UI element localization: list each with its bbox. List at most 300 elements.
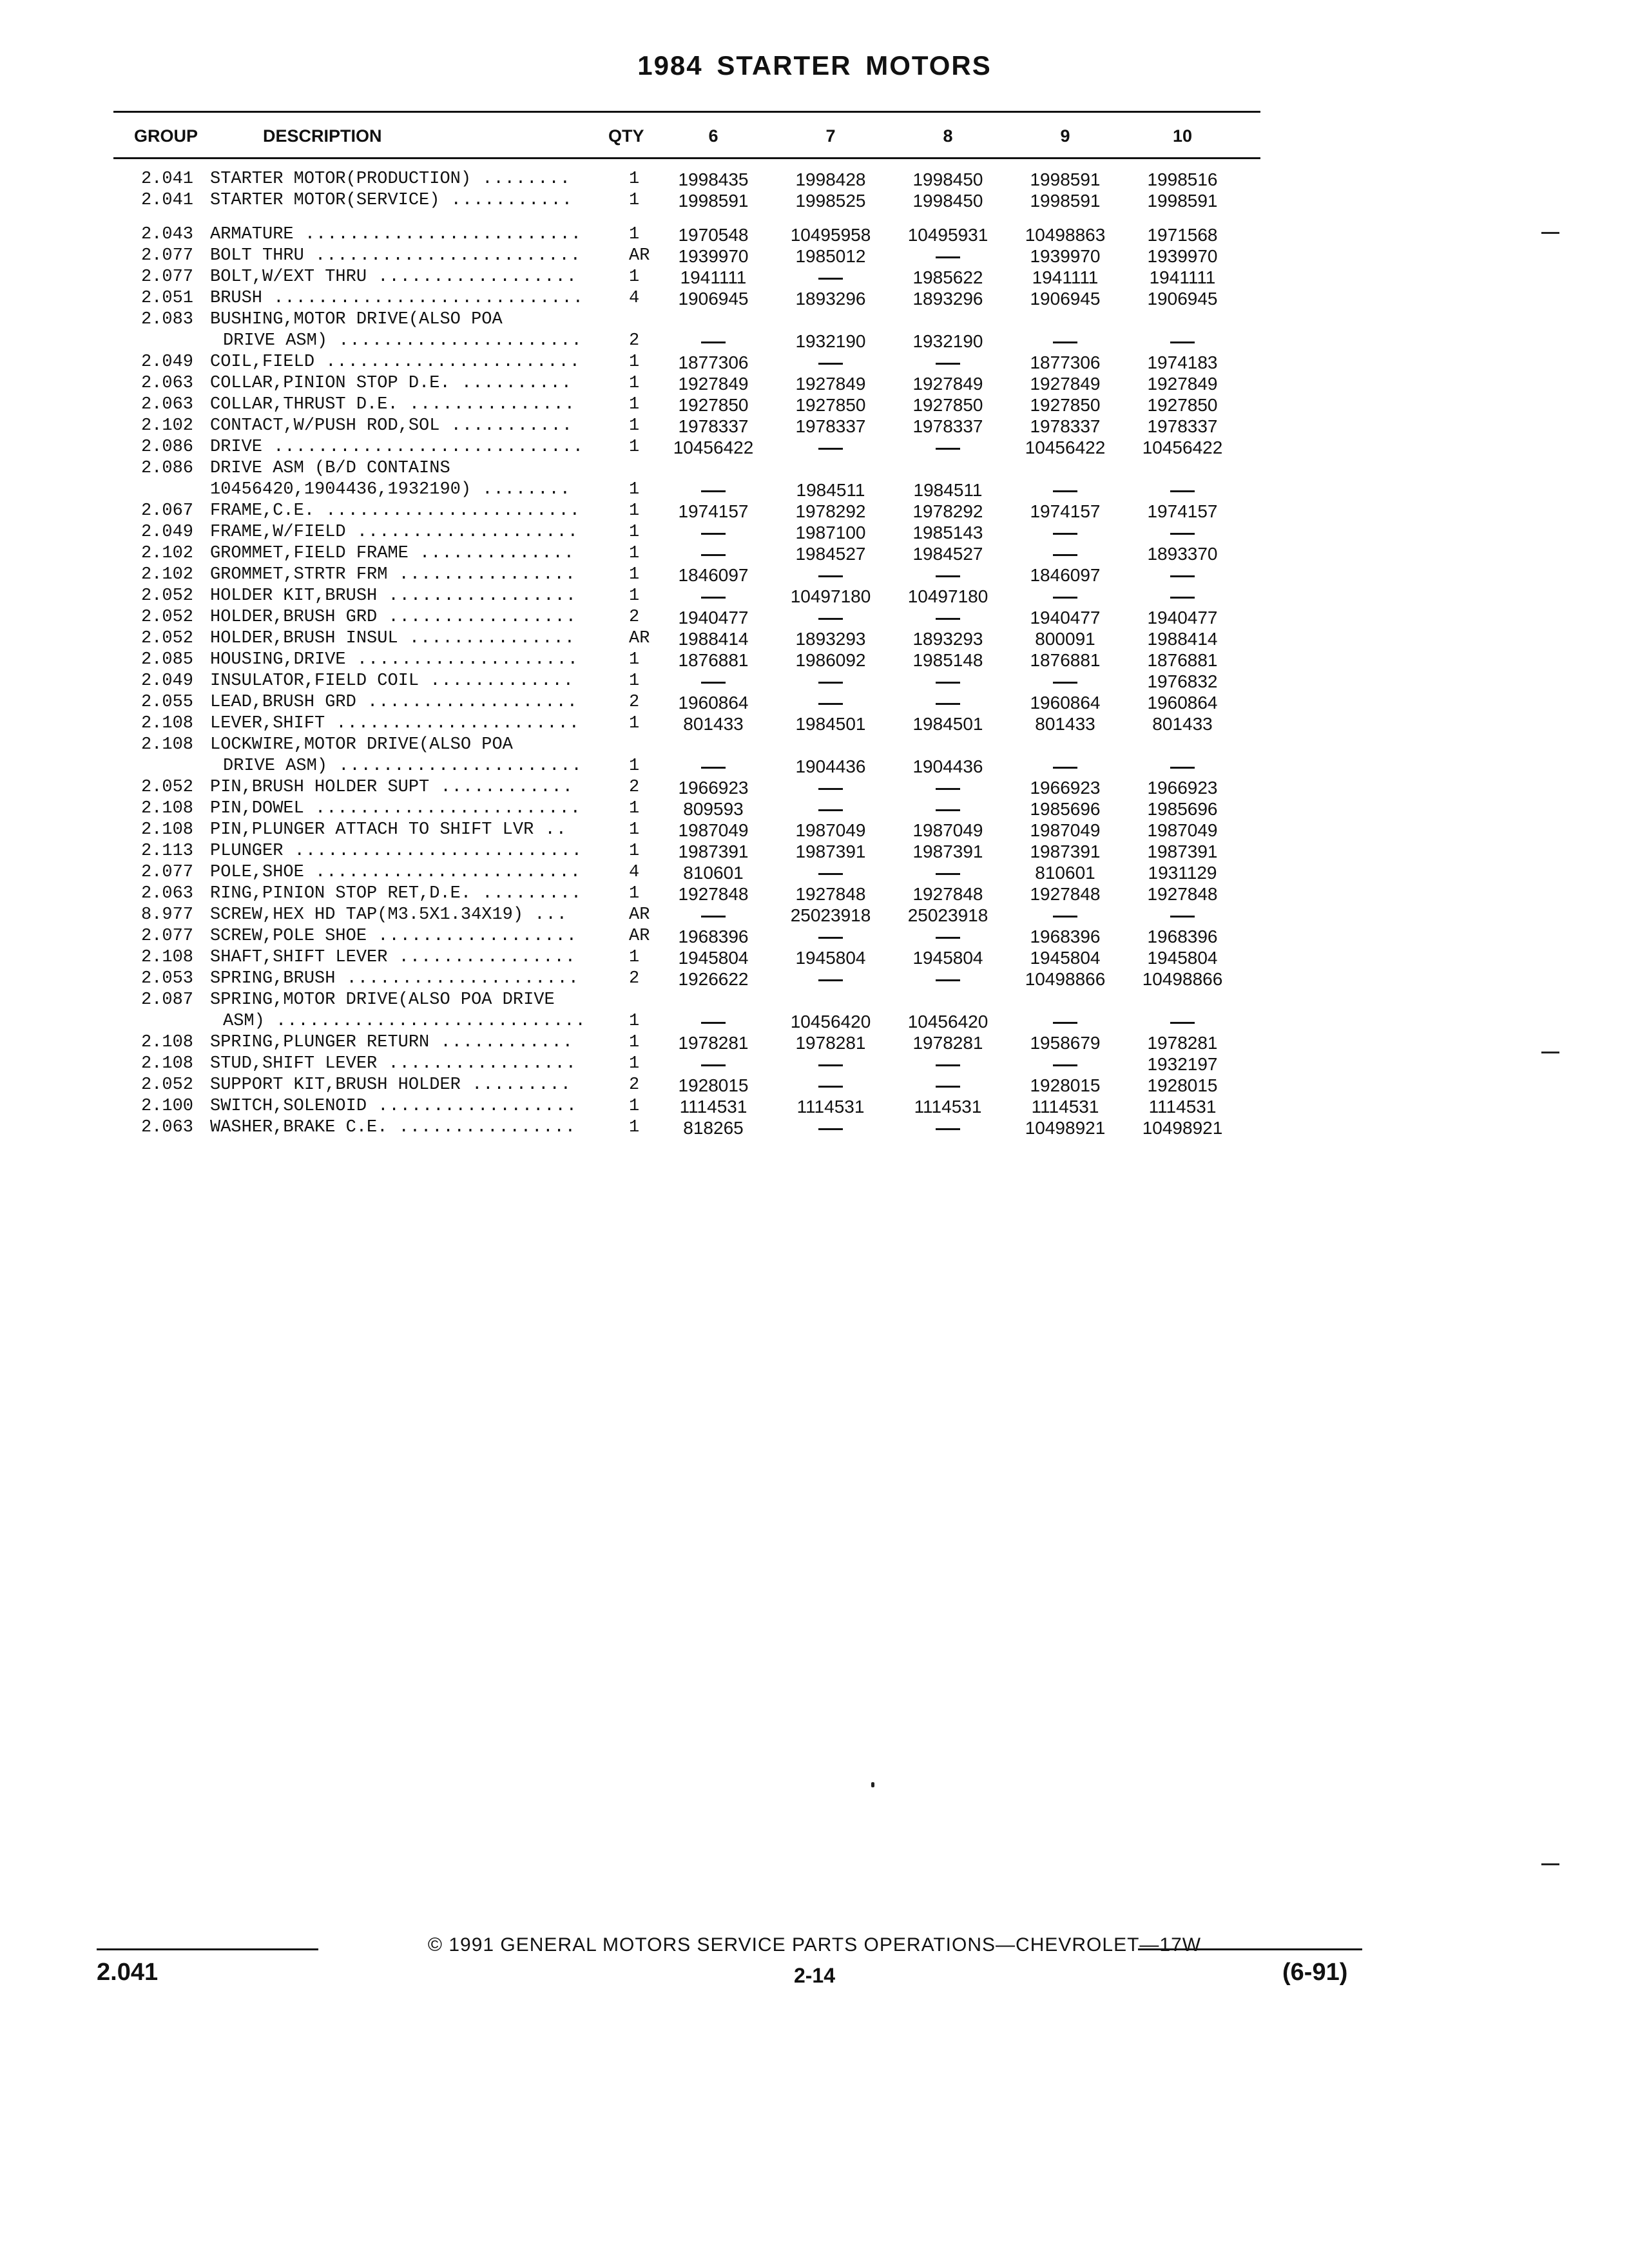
- group-cell: [113, 692, 210, 713]
- part-number-col-8: [889, 798, 1007, 820]
- group-number: 2.063: [140, 1118, 193, 1137]
- part-number-col-10: 1114531: [1148, 1097, 1217, 1117]
- qty-cell: 2: [629, 778, 640, 797]
- part-number-col-10: 1927848: [1147, 884, 1218, 904]
- leader-dots: ..: [534, 820, 567, 840]
- part-number-col-10: [1124, 735, 1241, 756]
- not-applicable-dash: [1053, 682, 1077, 684]
- group-cell: [113, 649, 210, 671]
- part-number-col-6: [655, 331, 772, 352]
- table-row: [113, 692, 1241, 713]
- part-number-col-7: 1984511: [796, 480, 865, 500]
- parts-table-body: [113, 169, 1241, 1139]
- not-applicable-dash: [701, 533, 726, 535]
- group-number: 2.077: [140, 927, 193, 946]
- table-row: [113, 798, 1241, 820]
- part-number-col-10: [1124, 905, 1241, 926]
- part-description: LEAD,BRUSH GRD: [210, 693, 356, 712]
- not-applicable-dash: [1170, 575, 1195, 577]
- description-cell: [210, 479, 629, 501]
- group-cell: [113, 1032, 210, 1053]
- leader-dots: ...........: [439, 191, 573, 210]
- qty-cell: [629, 458, 655, 479]
- description-cell: [210, 692, 629, 713]
- part-number-col-9: [1007, 309, 1124, 331]
- description-cell: [210, 968, 629, 990]
- leader-dots: ....................: [345, 523, 579, 542]
- description-cell: [210, 1117, 629, 1139]
- description-cell: [210, 607, 629, 628]
- part-number-col-8: [889, 1117, 1007, 1139]
- part-number-col-6: 1966923: [678, 778, 749, 798]
- part-number-col-10: 1932197: [1147, 1054, 1218, 1074]
- not-applicable-dash: [818, 1128, 843, 1130]
- part-description: FRAME,W/FIELD: [210, 523, 346, 542]
- part-number-col-9: 1945804: [1030, 948, 1101, 968]
- part-number-col-7: 1978337: [795, 416, 866, 436]
- part-description: CONTACT,W/PUSH ROD,SOL: [210, 416, 440, 436]
- part-number-col-10: 1966923: [1147, 778, 1218, 798]
- leader-dots: ...................: [356, 693, 578, 712]
- leader-dots: ......................: [325, 714, 580, 733]
- leader-dots: ..............: [408, 544, 575, 563]
- not-applicable-dash: [818, 1064, 843, 1066]
- group-cell: [113, 1096, 210, 1117]
- group-cell: [113, 968, 210, 990]
- not-applicable-dash: [818, 618, 843, 620]
- group-cell: [113, 735, 210, 756]
- table-row: [113, 479, 1241, 501]
- part-number-col-10: 1971568: [1147, 225, 1218, 245]
- part-number-col-7: 10497180: [790, 586, 871, 606]
- table-row: [113, 947, 1241, 968]
- margin-mark: [1541, 232, 1559, 234]
- part-number-col-9: [1007, 543, 1124, 564]
- part-number-col-9: 1846097: [1030, 565, 1101, 585]
- part-number-col-6: 1928015: [678, 1075, 749, 1095]
- not-applicable-dash: [936, 873, 960, 875]
- part-number-col-7: 25023918: [790, 905, 871, 925]
- table-row: [113, 990, 1241, 1011]
- part-number-col-7: [772, 1053, 889, 1075]
- part-number-col-10: 1960864: [1147, 693, 1218, 713]
- leader-dots: ........................: [304, 799, 581, 818]
- not-applicable-dash: [936, 618, 960, 620]
- not-applicable-dash: [936, 575, 960, 577]
- part-number-col-10: 1998516: [1147, 169, 1218, 189]
- group-cell: [113, 947, 210, 968]
- leader-dots: .................: [377, 586, 577, 606]
- table-row: [113, 522, 1241, 543]
- part-number-col-6: [655, 458, 772, 479]
- part-number-col-10: 1876881: [1147, 650, 1218, 670]
- part-number-col-7: 1998525: [795, 191, 866, 211]
- part-description: HOLDER KIT,BRUSH: [210, 586, 378, 606]
- part-description: PLUNGER: [210, 841, 284, 861]
- part-number-col-8: [889, 458, 1007, 479]
- description-cell: [210, 713, 629, 735]
- group-cell: [113, 169, 210, 190]
- not-applicable-dash: [1053, 916, 1077, 918]
- group-number: 2.077: [140, 246, 193, 265]
- group-number: 2.087: [140, 990, 193, 1010]
- part-number-col-6: 1906945: [678, 289, 749, 309]
- part-number-col-7: 1984501: [795, 714, 866, 734]
- group-number: 2.108: [140, 1054, 193, 1073]
- part-number-col-7: [772, 1117, 889, 1139]
- part-description: COLLAR,PINION STOP D.E.: [210, 374, 450, 393]
- part-description: SCREW,HEX HD TAP(M3.5X1.34X19): [210, 905, 524, 925]
- part-number-col-10: 1939970: [1147, 246, 1218, 266]
- part-number-col-9: [1007, 1053, 1124, 1075]
- part-number-col-8: [889, 607, 1007, 628]
- not-applicable-dash: [1170, 1022, 1195, 1024]
- qty-cell: 1: [629, 480, 640, 499]
- part-number-col-9: 1876881: [1030, 650, 1101, 670]
- table-row: [113, 649, 1241, 671]
- not-applicable-dash: [1053, 1022, 1077, 1024]
- part-description: PIN,DOWEL: [210, 799, 304, 818]
- column-header-7: 7: [825, 126, 836, 146]
- part-number-col-10: [1124, 479, 1241, 501]
- part-number-col-7: [772, 968, 889, 990]
- not-applicable-dash: [701, 1022, 726, 1024]
- leader-dots: ..........................: [283, 841, 583, 861]
- footer-copyright: © 1991 GENERAL MOTORS SERVICE PARTS OPERATIONS—CHEVROLET—17W: [427, 1934, 1202, 1956]
- description-cell: [210, 437, 629, 458]
- part-number-col-10: 1978281: [1147, 1033, 1218, 1053]
- part-number-col-6: 1987049: [678, 820, 749, 840]
- part-number-col-8: [889, 735, 1007, 756]
- group-cell: [113, 501, 210, 522]
- group-number: 8.977: [140, 905, 193, 925]
- part-number-col-9: 1940477: [1030, 608, 1101, 628]
- qty-cell: 1: [629, 1054, 640, 1073]
- not-applicable-dash: [1053, 490, 1077, 492]
- part-number-col-9: [1007, 671, 1124, 692]
- part-description: STARTER MOTOR(SERVICE): [210, 191, 440, 210]
- part-number-col-6: [655, 1011, 772, 1032]
- group-cell: [113, 564, 210, 586]
- description-cell: [210, 190, 629, 211]
- part-description: HOLDER,BRUSH INSUL: [210, 629, 398, 648]
- part-number-col-7: 10456420: [790, 1012, 871, 1032]
- part-number-col-6: 1114531: [679, 1097, 747, 1117]
- qty-cell: 1: [629, 437, 640, 457]
- column-header-8: 8: [943, 126, 953, 146]
- part-number-col-9: 1928015: [1030, 1075, 1101, 1095]
- part-number-col-7: 1945804: [795, 948, 866, 968]
- part-number-col-10: 1974157: [1147, 501, 1218, 521]
- part-number-col-10: [1124, 564, 1241, 586]
- description-cell: [210, 288, 629, 309]
- table-row: [113, 883, 1241, 905]
- group-cell: [113, 458, 210, 479]
- part-number-col-6: [655, 522, 772, 543]
- group-cell: [113, 798, 210, 820]
- part-description: BOLT THRU: [210, 246, 304, 265]
- part-number-col-10: [1124, 1011, 1241, 1032]
- part-number-col-10: 1941111: [1149, 267, 1216, 287]
- group-number: 2.052: [140, 1075, 193, 1095]
- part-number-col-9: 1958679: [1030, 1033, 1101, 1053]
- part-number-col-7: [772, 671, 889, 692]
- group-cell: [113, 479, 210, 501]
- part-number-col-8: [889, 1053, 1007, 1075]
- not-applicable-dash: [1170, 767, 1195, 769]
- part-description: BUSHING,MOTOR DRIVE(ALSO POA: [210, 310, 503, 329]
- part-number-col-10: 1985696: [1147, 799, 1218, 819]
- part-number-col-7: [772, 735, 889, 756]
- group-number: 2.051: [140, 289, 193, 308]
- leader-dots: ................: [387, 1118, 576, 1137]
- table-row: [113, 331, 1241, 352]
- part-number-col-6: 1945804: [678, 948, 749, 968]
- group-number: 2.108: [140, 799, 193, 818]
- description-cell: [210, 394, 629, 416]
- leader-dots: .................: [377, 1054, 577, 1073]
- not-applicable-dash: [1053, 341, 1077, 343]
- page-title: 1984 STARTER MOTORS: [637, 50, 992, 81]
- part-description: DRIVE ASM): [223, 756, 328, 776]
- not-applicable-dash: [701, 490, 726, 492]
- group-number: 2.063: [140, 884, 193, 903]
- table-row: [113, 458, 1241, 479]
- group-number: 2.108: [140, 714, 193, 733]
- group-cell: [113, 777, 210, 798]
- part-number-col-6: 1940477: [678, 608, 749, 628]
- part-number-col-6: [655, 756, 772, 777]
- part-description: DRIVE ASM (B/D CONTAINS: [210, 459, 450, 478]
- group-number: 2.053: [140, 969, 193, 988]
- part-number-col-9: 1974157: [1030, 501, 1101, 521]
- group-cell: [113, 352, 210, 373]
- description-cell: [210, 245, 629, 267]
- part-number-col-9: [1007, 990, 1124, 1011]
- group-cell: [113, 586, 210, 607]
- group-cell: [113, 190, 210, 211]
- description-cell: [210, 501, 629, 522]
- part-description: POLE,SHOE: [210, 863, 304, 882]
- description-cell: [210, 883, 629, 905]
- description-cell: [210, 1032, 629, 1053]
- part-number-col-8: 1927850: [912, 395, 983, 415]
- part-number-col-7: [772, 309, 889, 331]
- leader-dots: ............................: [262, 289, 584, 308]
- part-description: 10456420,1904436,1932190): [210, 480, 472, 499]
- table-row: [113, 1032, 1241, 1053]
- qty-cell: 1: [629, 820, 640, 840]
- part-number-col-8: [889, 777, 1007, 798]
- part-number-col-10: 10498866: [1142, 969, 1223, 989]
- part-number-col-7: 1998428: [795, 169, 866, 189]
- group-cell: [113, 543, 210, 564]
- table-row: [113, 1096, 1241, 1117]
- part-number-col-7: [772, 1075, 889, 1096]
- group-cell: [113, 1053, 210, 1075]
- table-row: [113, 926, 1241, 947]
- part-number-col-10: [1124, 990, 1241, 1011]
- group-cell: [113, 1117, 210, 1139]
- part-number-col-8: [889, 926, 1007, 947]
- qty-cell: AR: [629, 246, 650, 265]
- leader-dots: ..................: [367, 927, 577, 946]
- part-description: GROMMET,FIELD FRAME: [210, 544, 409, 563]
- column-header-6: 6: [708, 126, 718, 146]
- part-number-col-8: 1904436: [912, 756, 983, 776]
- group-number: 2.077: [140, 267, 193, 287]
- part-number-col-8: 1985148: [912, 650, 983, 670]
- part-number-col-6: [655, 479, 772, 501]
- table-row: [113, 288, 1241, 309]
- leader-dots: ..................: [367, 267, 577, 287]
- part-number-col-10: 1927849: [1147, 374, 1218, 394]
- part-number-col-8: 1984527: [912, 544, 983, 564]
- table-row: [113, 586, 1241, 607]
- not-applicable-dash: [936, 256, 960, 258]
- part-number-col-10: 1968396: [1147, 927, 1218, 947]
- table-row: [113, 820, 1241, 841]
- part-number-col-6: [655, 1053, 772, 1075]
- leader-dots: ................: [387, 565, 576, 584]
- description-cell: [210, 169, 629, 190]
- description-cell: [210, 1011, 629, 1032]
- part-description: LOCKWIRE,MOTOR DRIVE(ALSO POA: [210, 735, 513, 754]
- leader-dots: ......................: [327, 756, 583, 776]
- part-number-col-9: 1877306: [1030, 352, 1101, 372]
- table-row: [113, 190, 1241, 211]
- part-number-col-7: 1984527: [795, 544, 866, 564]
- part-number-col-10: 1987391: [1147, 841, 1218, 861]
- leader-dots: ............: [429, 778, 574, 797]
- not-applicable-dash: [818, 363, 843, 365]
- qty-cell: [629, 309, 655, 331]
- part-number-col-10: 1987049: [1147, 820, 1218, 840]
- group-cell: [113, 1075, 210, 1096]
- part-number-col-10: 1988414: [1147, 629, 1218, 649]
- scan-speck: [871, 1782, 874, 1787]
- part-number-col-6: 1988414: [678, 629, 749, 649]
- leader-dots: ...........: [439, 416, 573, 436]
- table-row: [113, 373, 1241, 394]
- not-applicable-dash: [1053, 767, 1077, 769]
- part-number-col-7: 1978292: [795, 501, 866, 521]
- part-number-col-8: 1978281: [912, 1033, 983, 1053]
- column-header-group: GROUP: [134, 126, 198, 146]
- part-number-col-9: [1007, 586, 1124, 607]
- not-applicable-dash: [818, 979, 843, 981]
- part-number-col-6: 1941111: [680, 267, 747, 287]
- part-number-col-7: 1927849: [795, 374, 866, 394]
- table-row: [113, 1053, 1241, 1075]
- table-row: [113, 1117, 1241, 1139]
- part-number-col-6: 1876881: [678, 650, 749, 670]
- part-number-col-8: 1987049: [912, 820, 983, 840]
- part-number-col-9: 1978337: [1030, 416, 1101, 436]
- description-cell: [210, 820, 629, 841]
- part-number-col-7: [772, 607, 889, 628]
- table-row: [113, 968, 1241, 990]
- group-number: 2.108: [140, 1033, 193, 1052]
- part-number-col-9: 801433: [1035, 714, 1095, 734]
- part-number-col-10: 1931129: [1148, 863, 1217, 883]
- qty-cell: AR: [629, 905, 650, 925]
- qty-cell: [629, 990, 655, 1011]
- part-number-col-8: 1893296: [912, 289, 983, 309]
- qty-cell: 2: [629, 1075, 640, 1095]
- part-number-col-9: 1998591: [1030, 191, 1101, 211]
- table-row: [113, 756, 1241, 777]
- qty-cell: 4: [629, 863, 640, 882]
- spacer-cell: [113, 211, 1241, 224]
- qty-cell: 2: [629, 693, 640, 712]
- qty-cell: [629, 735, 655, 756]
- not-applicable-dash: [818, 278, 843, 280]
- header-top-rule: [113, 111, 1260, 113]
- part-number-col-8: 10497180: [907, 586, 988, 606]
- part-number-col-8: 10456420: [907, 1012, 988, 1032]
- part-number-col-9: 1927849: [1030, 374, 1101, 394]
- description-cell: [210, 756, 629, 777]
- group-number: 2.108: [140, 735, 193, 754]
- part-number-col-10: 1974183: [1147, 352, 1218, 372]
- not-applicable-dash: [818, 809, 843, 811]
- footer-page-number: 2-14: [793, 1964, 836, 1987]
- description-cell: [210, 628, 629, 649]
- not-applicable-dash: [818, 937, 843, 939]
- part-number-col-7: [772, 267, 889, 288]
- part-number-col-6: 1987391: [678, 841, 749, 861]
- part-number-col-9: 1968396: [1030, 927, 1101, 947]
- group-number: 2.052: [140, 778, 193, 797]
- group-number: 2.113: [140, 841, 193, 861]
- qty-cell: 1: [629, 416, 640, 436]
- part-number-col-7: 1987049: [795, 820, 866, 840]
- group-number: 2.102: [140, 565, 193, 584]
- table-row: [113, 352, 1241, 373]
- part-number-col-6: 1978337: [678, 416, 749, 436]
- group-cell: [113, 883, 210, 905]
- part-description: ASM): [223, 1012, 265, 1031]
- part-number-col-8: 1998450: [912, 169, 983, 189]
- part-number-col-10: [1124, 309, 1241, 331]
- part-number-col-9: [1007, 331, 1124, 352]
- part-number-col-6: 1939970: [678, 246, 749, 266]
- description-cell: [210, 564, 629, 586]
- not-applicable-dash: [936, 363, 960, 365]
- qty-cell: 1: [629, 352, 640, 372]
- leader-dots: .............: [419, 671, 574, 691]
- leader-dots: .........: [471, 884, 583, 903]
- not-applicable-dash: [818, 873, 843, 875]
- leader-dots: ............: [429, 1033, 574, 1052]
- part-number-col-7: 1904436: [795, 756, 866, 776]
- part-description: SWITCH,SOLENOID: [210, 1097, 367, 1116]
- not-applicable-dash: [701, 554, 726, 556]
- part-number-col-8: 1932190: [912, 331, 983, 351]
- table-row: [113, 713, 1241, 735]
- table-row: [113, 671, 1241, 692]
- part-number-col-7: 1987100: [795, 523, 866, 543]
- group-number: 2.108: [140, 820, 193, 840]
- not-applicable-dash: [1170, 533, 1195, 535]
- part-number-col-9: 10498866: [1025, 969, 1106, 989]
- part-number-col-9: 800091: [1035, 629, 1095, 649]
- part-number-col-9: 1114531: [1031, 1097, 1099, 1117]
- description-cell: [210, 352, 629, 373]
- part-number-col-8: 1984501: [912, 714, 983, 734]
- part-number-col-8: [889, 309, 1007, 331]
